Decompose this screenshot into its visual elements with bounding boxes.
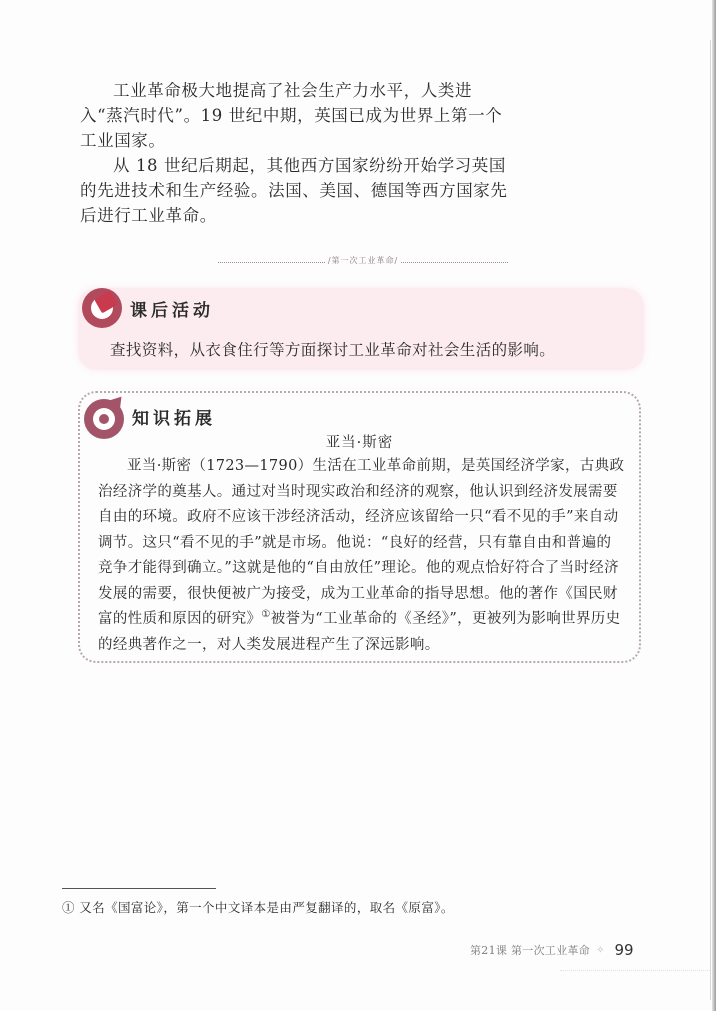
footnote-marker[interactable]: ①	[261, 609, 271, 621]
main-paragraph: 从 18 世纪后期起，其他西方国家纷纷开始学习英国的先进技术和生产经验。法国、美国、德国等西方国家先后进行工业革命。	[80, 156, 508, 225]
knowledge-body	[98, 454, 626, 658]
divider-label: /第一次工业革命/	[327, 255, 399, 265]
knowledge-title: 知识拓展	[132, 409, 216, 429]
footnote-rule	[62, 888, 216, 889]
main-text	[80, 78, 510, 228]
knowledge-body-text-continued: 被誉为“工业革命的《圣经》”，更被列为影响世界历史的经典著作之一，对人类发展进程产生了深远影响。	[98, 611, 621, 653]
section-divider	[218, 253, 508, 267]
ornament-icon: ✧	[596, 944, 605, 956]
page-edge-shadow	[712, 0, 716, 1011]
paper-plane-icon	[82, 288, 122, 328]
page-footer	[470, 941, 634, 959]
activity-text: 查找资料，从衣食住行等方面探讨工业革命对社会生活的影响。	[110, 341, 556, 359]
activity-title: 课后活动	[130, 301, 214, 321]
knowledge-body-text: 亚当·斯密（1723—1790）生活在工业革命前期，是英国经济学家，古典政治经济学的奠基人。通过对当时现实政治和经济的观察，他认识到经济发展需要自由的环境。政府不应该干涉经济活动，经济应该留给一只“看不见的手”来自动调节。这只“看不见的手”就是市场。他说：“良好的经营，只有靠自由和普遍的竞争才能得到确立。”这就是他的“自由放任”理论。他的观点恰好符合了当时经济发展的需要，很快便被广为接受，成为工业革命的指导思想。他的著作《国民财富的性质和原因的研究》	[98, 458, 625, 627]
knowledge-subtitle: 亚当·斯密	[325, 435, 394, 451]
knowledge-expansion-box	[78, 391, 641, 663]
divider-dots-left	[218, 262, 325, 263]
footnote: ① 又名《国富论》，第一个中文译本是由严复翻译的，取名《原富》。	[62, 900, 454, 915]
divider-dots-right	[401, 262, 508, 263]
main-paragraph: 工业革命极大地提高了社会生产力水平，人类进入“蒸汽时代”。19 世纪中期，英国已成为世界上第一个工业国家。	[80, 81, 503, 150]
after-class-activity-box	[78, 288, 644, 370]
page-number: 99	[614, 941, 634, 959]
page-edge-line	[710, 40, 711, 1000]
bleed-through-line	[560, 969, 710, 971]
footer-lesson-title: 第21课 第一次工业革命	[470, 944, 591, 957]
